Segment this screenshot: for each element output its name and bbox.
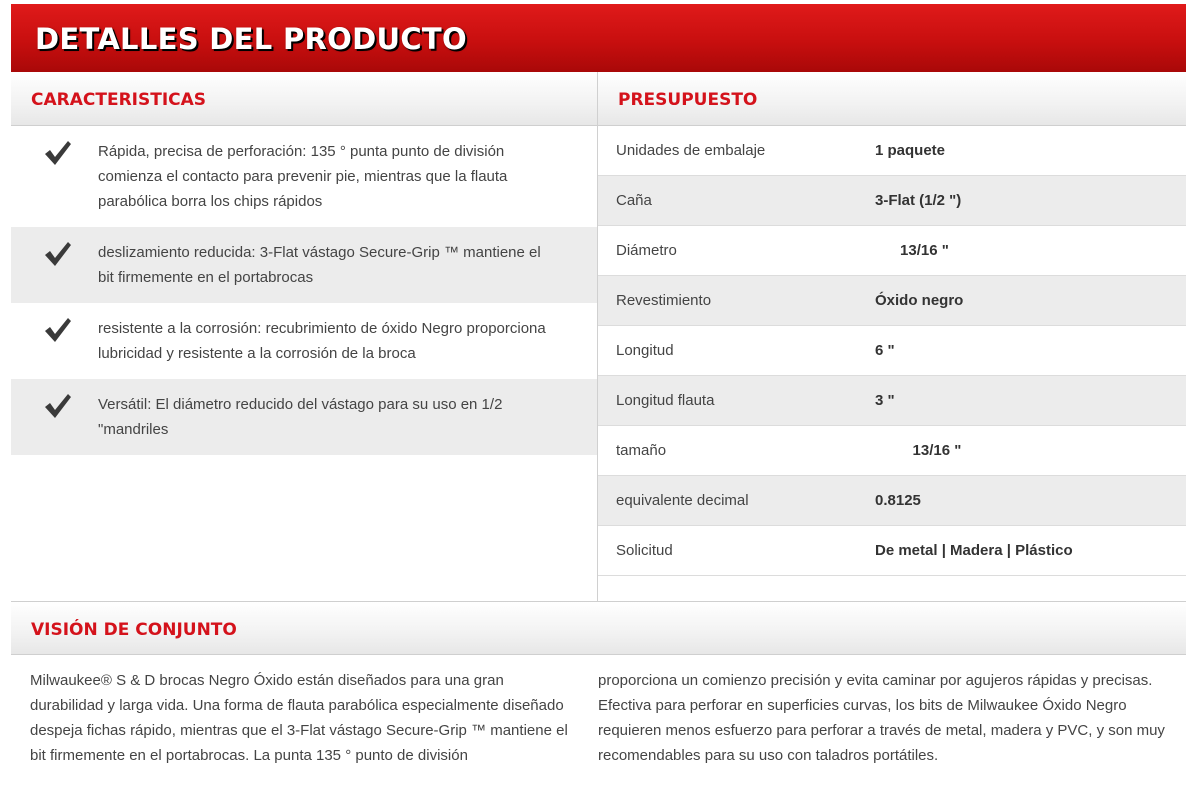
spec-label: Longitud flauta	[616, 392, 715, 409]
feature-text: Rápida, precisa de perforación: 135 ° punta punto de división comienza el contacto para prevenir pie, mientras que la flauta parabólica borra los chips rápidos	[98, 143, 508, 210]
spec-label: Diámetro	[616, 242, 677, 259]
spec-label: Unidades de embalaje	[616, 142, 766, 159]
spec-label: Revestimiento	[616, 292, 712, 309]
spec-label: equivalente decimal	[616, 492, 749, 509]
spec-table	[598, 126, 1186, 576]
caracteristicas-heading: CARACTERISTICAS	[31, 90, 207, 110]
spec-value: 1 paquete	[875, 142, 946, 159]
features-list	[11, 126, 597, 455]
spec-row	[598, 426, 1186, 476]
spec-value: 13/16 "	[875, 442, 962, 459]
spec-row	[598, 226, 1186, 276]
feature-item	[11, 227, 597, 303]
spec-value: De metal | Madera | Plástico	[875, 542, 1073, 559]
overview-text-left: Milwaukee® S & D brocas Negro Óxido están diseñados para una gran durabilidad y larga vida. Una forma de flauta parabólica especialmente diseñado despeja fichas rápido, mientras que el 3-Flat vástago Secure-Grip ™ mantiene el bit firmemente en el portabrocas. La punta 135 ° punto de división	[30, 672, 568, 764]
overview-text-right: proporciona un comienzo precisión y evita caminar por agujeros rápidas y precisas. Efectiva para perforar en superficies curvas, los bits de Milwaukee Óxido Negro requieren menos esfuerzo para perforar a través de metal, madera y PVC, y son muy recomendables para su uso con taladros portátiles.	[598, 672, 1165, 764]
feature-item	[11, 379, 597, 455]
presupuesto-heading: PRESUPUESTO	[618, 90, 758, 110]
spec-row	[598, 126, 1186, 176]
spec-label: tamaño	[616, 442, 667, 459]
vision-header	[11, 601, 1186, 655]
feature-text: deslizamiento reducida: 3-Flat vástago Secure-Grip ™ mantiene el bit firmemente en el portabrocas	[98, 244, 541, 286]
spec-value: 3 "	[875, 392, 895, 409]
spec-value: Óxido negro	[875, 292, 964, 309]
banner-title: DETALLES DEL PRODUCTO	[35, 22, 467, 56]
checkmark-icon	[44, 140, 72, 166]
product-details-banner	[11, 4, 1186, 72]
spec-label: Longitud	[616, 342, 674, 359]
spec-row	[598, 176, 1186, 226]
spec-row	[598, 526, 1186, 576]
spec-value: 6 "	[875, 342, 895, 359]
feature-text: Versátil: El diámetro reducido del vástago para su uso en 1/2 "mandriles	[98, 396, 503, 438]
spec-label: Solicitud	[616, 542, 673, 559]
spec-value: 13/16 "	[875, 242, 949, 259]
checkmark-icon	[44, 317, 72, 343]
spec-label: Caña	[616, 192, 652, 209]
presupuesto-header	[598, 72, 1186, 126]
checkmark-icon	[44, 393, 72, 419]
spec-row	[598, 276, 1186, 326]
feature-item	[11, 126, 597, 227]
caracteristicas-header	[11, 72, 597, 126]
vision-heading: VISIÓN DE CONJUNTO	[31, 620, 237, 640]
spec-row	[598, 376, 1186, 426]
checkmark-icon	[44, 241, 72, 267]
feature-item	[11, 303, 597, 379]
spec-row	[598, 476, 1186, 526]
spec-value: 3-Flat (1/2 ")	[875, 192, 962, 209]
spec-value: 0.8125	[875, 492, 921, 509]
spec-row	[598, 326, 1186, 376]
feature-text: resistente a la corrosión: recubrimiento de óxido Negro proporciona lubricidad y resistente a la corrosión de la broca	[98, 320, 546, 362]
